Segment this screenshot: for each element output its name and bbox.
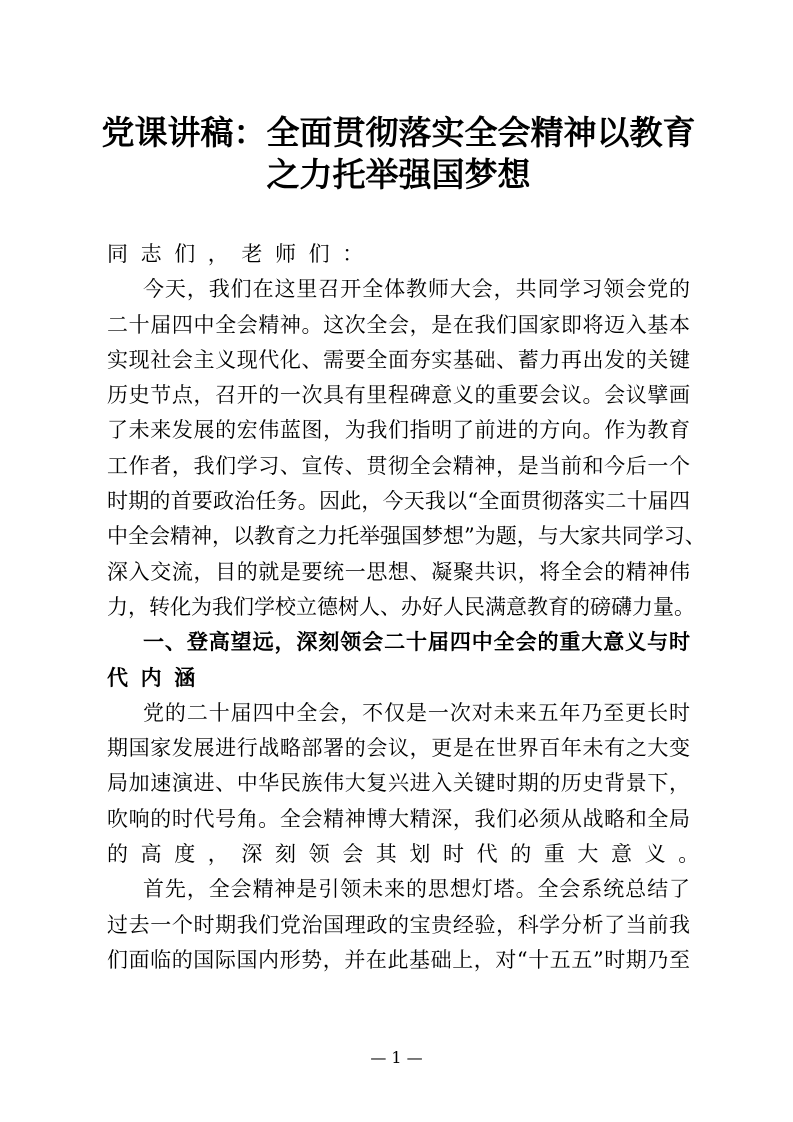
text-line: 历史节点，召开的一次具有里程碑意义的重要会议。会议擘画 [107, 383, 690, 408]
text-line: 期国家发展进行战略部署的会议，更是在世界百年未有之大变 [107, 736, 690, 761]
text-line: 首先，全会精神是引领未来的思想灯塔。全会系统总结了 [143, 877, 690, 902]
text-line: 力，转化为我们学校立德树人、办好人民满意教育的磅礴力量。 [107, 594, 695, 619]
text-line: 实现社会主义现代化、需要全面夯实基础、蓄力再出发的关键 [107, 347, 690, 372]
section-heading-line: 代内涵 [107, 665, 208, 690]
document-title-line-1: 党课讲稿：全面贯彻落实全会精神以教育 [101, 113, 696, 152]
text-line: 局加速演进、中华民族伟大复兴进入关键时期的历史背景下， [107, 771, 690, 796]
text-line: 的高度，深刻领会其划时代的重大意义。 [107, 842, 712, 867]
text-line: 了未来发展的宏伟蓝图，为我们指明了前进的方向。作为教育 [107, 418, 690, 443]
section-heading-line: 一、登高望远，深刻领会二十届四中全会的重大意义与时 [143, 630, 690, 655]
text-line: 党的二十届四中全会，不仅是一次对未来五年乃至更长时 [143, 700, 690, 725]
text-line: 中全会精神，以教育之力托举强国梦想”为题，与大家共同学习、 [107, 524, 706, 549]
text-line: 们面临的国际国内形势，并在此基础上，对“十五五”时期乃至 [107, 947, 690, 972]
text-line: 深入交流，目的就是要统一思想、凝聚共识，将全会的精神伟 [107, 559, 690, 584]
text-line: 今天，我们在这里召开全体教师大会，共同学习领会党的 [143, 277, 690, 302]
text-line: 工作者，我们学习、宣传、贯彻全会精神，是当前和今后一个 [107, 453, 690, 478]
text-line: 过去一个时期我们党治国理政的宝贵经验，科学分析了当前我 [107, 912, 690, 937]
document-title-line-2: 之力托举强国梦想 [266, 155, 531, 194]
page-number: — 1 — [370, 1048, 423, 1067]
text-line: 同志们，老师们： [107, 242, 376, 266]
text-line: 时期的首要政治任务。因此，今天我以“全面贯彻落实二十届四 [107, 489, 690, 514]
text-line: 二十届四中全会精神。这次全会，是在我们国家即将迈入基本 [107, 312, 690, 337]
document-body [107, 237, 712, 978]
text-line: 吹响的时代号角。全会精神博大精深，我们必须从战略和全局 [107, 806, 690, 831]
